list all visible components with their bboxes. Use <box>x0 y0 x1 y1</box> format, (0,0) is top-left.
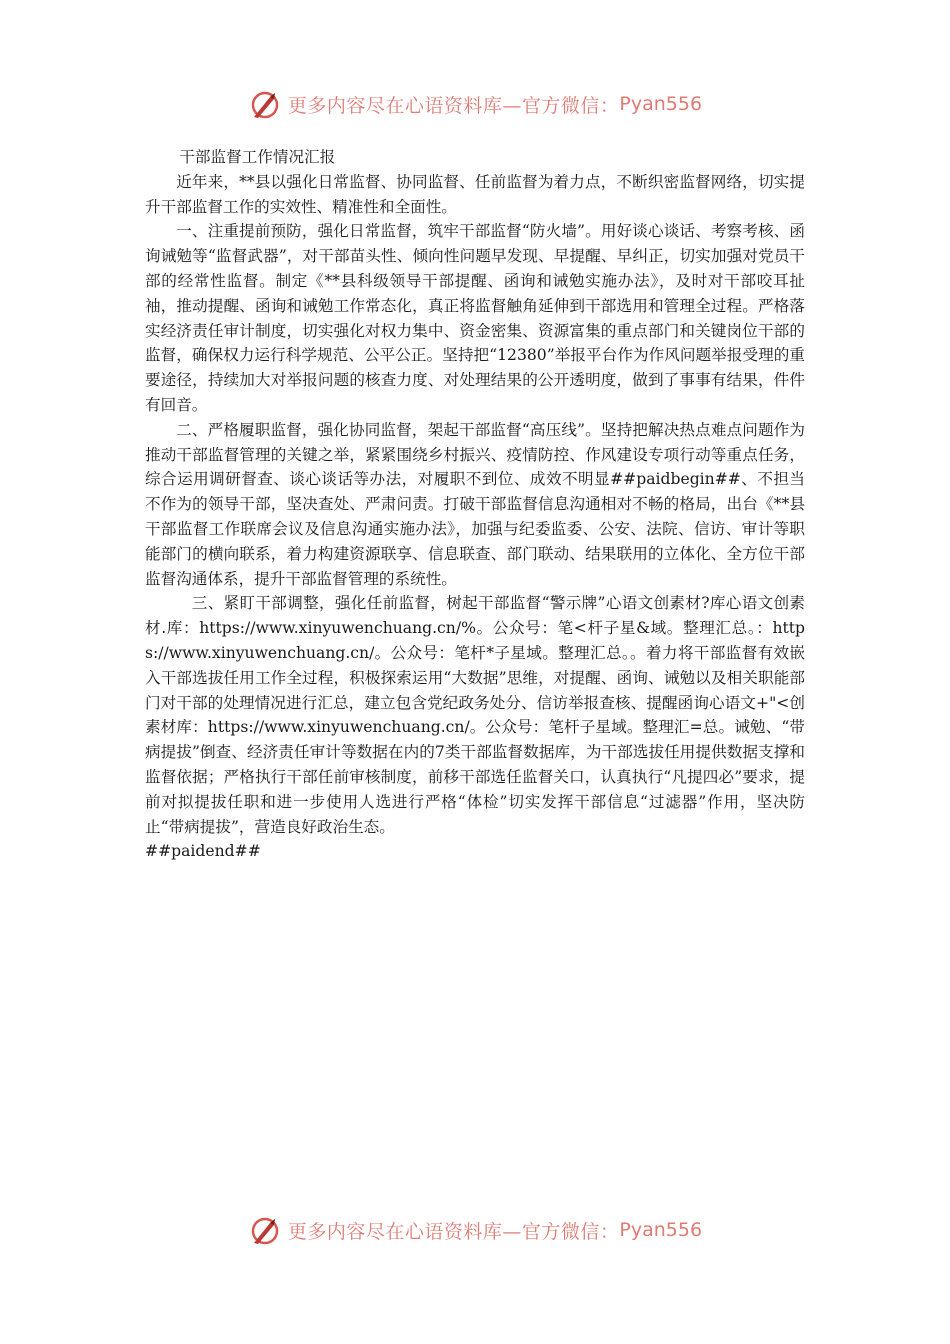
header-watermark-banner <box>0 84 950 124</box>
document-body <box>145 145 805 864</box>
document-title: 干部监督工作情况汇报 <box>179 148 336 166</box>
pen-nib-logo-icon <box>248 1213 282 1247</box>
banner-wechat-id: Pyan556 <box>619 1219 703 1241</box>
banner-text: 更多内容尽在心语资料库—官方微信： <box>287 1220 620 1243</box>
banner-text: 更多内容尽在心语资料库—官方微信： <box>287 94 620 117</box>
paragraph-section-2: 二、严格履职监督，强化协同监督，架起干部监督“高压线”。坚持把解决热点难点问题作为推动干部监督管理的关键之举，紧紧围绕乡村振兴、疫情防控、作风建设专项行动等重点任务，综合运用调研督查、谈心谈话等办法，对履职不到位、成效不明显##paidbegin##、不担当不作为的领导干部，坚决查处、严肃问责。打破干部监督信息沟通相对不畅的格局，出台《**县干部监督工作联席会议及信息沟通实施办法》，加强与纪委监委、公安、法院、信访、审计等职能部门的横向联系，着力构建资源联享、信息联查、部门联动、结果联用的立体化、全方位干部监督沟通体系，提升干部监督管理的系统性。 <box>145 420 805 588</box>
pen-nib-logo-icon <box>248 87 282 121</box>
paragraph-intro: 近年来，**县以强化日常监督、协同监督、任前监督为着力点，不断织密监督网络，切实提升干部监督工作的实效性、精准性和全面性。 <box>145 172 805 216</box>
footer-watermark-banner <box>0 1210 950 1250</box>
paragraph-section-3: 三、紧盯干部调整，强化任前监督，树起干部监督“警示牌”心语文创素材?库心语文创素材.库：https://www.xinyuwenchuang.cn/%。公众号：笔<杆子星&域。整理汇总。：https://www.xinyuwenchuang.cn/。公众号：笔杆*子星域。整理汇总。。着力将干部监督有效嵌入干部选拔任用工作全过程，积极探索运用“大数据”思维，对提醒、函询、诫勉以及相关职能部门对干部的处理情况进行汇总，建立包含党纪政务处分、信访举报查核、提醒函询心语文+"<创素材库：https://www.xinyuwenchuang.cn/。公众号：笔杆子星域。整理汇=总。诫勉、“带病提拔”倒查、经济责任审计等数据在内的7类干部监督数据库，为干部选拔任用提供数据支撑和监督依据；严格执行干部任前审核制度，前移干部选任监督关口，认真执行“凡提四必”要求，提前对拟提拔任职和进一步使用人选进行严格“体检”切实发挥干部信息“过滤器”作用，坚决防止“带病提拔”，营造良好政治生态。 <box>145 594 805 836</box>
paid-end-marker: ##paidend## <box>145 842 261 861</box>
paragraph-section-1: 一、注重提前预防，强化日常监督，筑牢干部监督“防火墙”。用好谈心谈话、考察考核、函询诫勉等“监督武器”，对干部苗头性、倾向性问题早发现、早提醒、早纠正，切实加强对党员干部的经常性监督。制定《**县科级领导干部提醒、函询和诫勉实施办法》，及时对干部咬耳扯袖，推动提醒、函询和诫勉工作常态化，真正将监督触角延伸到干部选用和管理全过程。严格落实经济责任审计制度，切实强化对权力集中、资金密集、资源富集的重点部门和关键岗位干部的监督，确保权力运行科学规范、公平公正。坚持把“12380”举报平台作为作风问题举报受理的重要途径，持续加大对举报问题的核查力度、对处理结果的公开透明度，做到了事事有结果，件件有回音。 <box>145 222 805 414</box>
banner-wechat-id: Pyan556 <box>619 93 703 115</box>
